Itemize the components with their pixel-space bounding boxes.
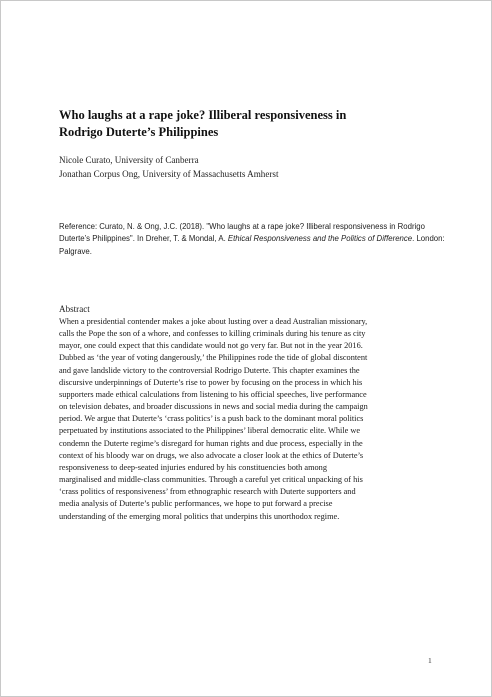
reference-citation (59, 221, 455, 258)
reference-prefix: Reference: Curato, N. & Ong, J.C. (2018). "Who laughs at a rape joke? Illiberal responsiveness in Rodrigo Duterte’s Philippines". In Dreher, T. & Mondal, A. (59, 222, 425, 244)
abstract-heading: Abstract (59, 304, 90, 314)
abstract-line: context of his bloody war on drugs, we also advocate a closer look at the ethics of Duterte’s (59, 450, 364, 460)
abstract-line: perpetuated by institutions associated to the Philippines’ liberal democratic elite. While we (59, 426, 361, 436)
abstract-line: marginalised and middle-class communities. Through a careful yet critical unpacking of his (59, 475, 363, 485)
abstract-line: mayor, one could expect that this candidate would not go very far. But not in the year 2016. (59, 341, 363, 351)
abstract-line: supporters made ethical calculations from listening to his official speeches, live performance (59, 389, 367, 399)
abstract-line: calls the Pope the son of a whore, and confesses to killing criminals during his tenure as city (59, 329, 366, 339)
reference-book-title: Ethical Responsiveness and the Politics of Difference (227, 234, 413, 244)
page-number: 1 (428, 656, 432, 665)
abstract-line: When a presidential contender makes a joke about lusting over a dead Australian missionary, (59, 317, 368, 326)
paper-title: Who laughs at a rape joke? Illiberal responsiveness in Rodrigo Duterte’s Philippines (59, 108, 347, 139)
abstract-line: media analysis of Duterte’s public performances, we hope to put forward a precise (59, 499, 333, 509)
abstract-line: Dubbed as ‘the year of voting dangerously,’ the Philippines rode the tide of global discontent (59, 353, 368, 363)
abstract-line: ‘crass politics of responsiveness’ from ethnographic research with Duterte supporters and (59, 487, 356, 497)
abstract-line: discursive underpinnings of Duterte’s rise to power by focusing on the process in which his (59, 377, 363, 387)
reference-suffix: . London: Palgrave. (59, 234, 445, 256)
abstract-line: period. We argue that Duterte’s ‘crass politics’ is a push back to the dominant moral politics (59, 414, 364, 424)
abstract-line: understanding of the emerging moral politics that underpins this unorthodox regime. (59, 511, 340, 521)
author-line: Jonathan Corpus Ong, University of Massachusetts Amherst (59, 169, 279, 179)
abstract-body (59, 316, 439, 523)
author-line: Nicole Curato, University of Canberra (59, 155, 199, 165)
abstract-line: on television debates, and broader discussions in news and social media during the campaign (59, 402, 368, 412)
author-list (59, 153, 439, 181)
abstract-line: condemn the Duterte regime’s disregard for human rights and due process, especially in the (59, 438, 363, 448)
abstract-line: responsiveness to deep-seated injuries endured by his constituencies both among (59, 462, 327, 472)
abstract-line: and gave landslide victory to the controversial Rodrigo Duterte. This chapter examines the (59, 365, 360, 375)
